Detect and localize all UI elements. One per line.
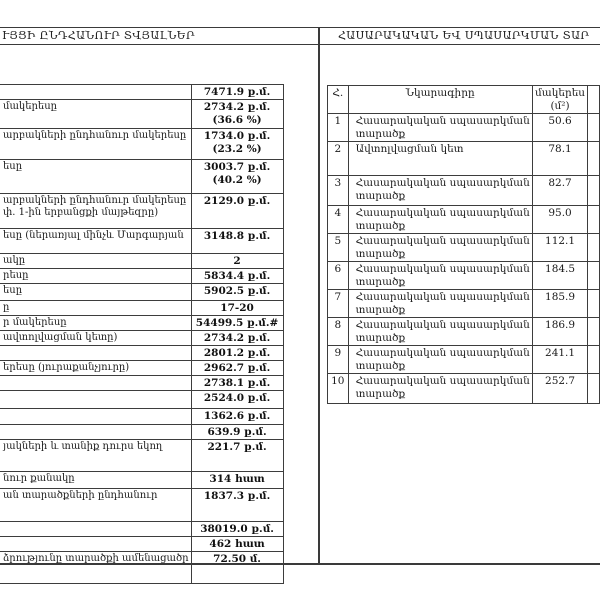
row-extra bbox=[588, 262, 600, 290]
cell-line: (36.6 %) bbox=[212, 114, 262, 126]
row-extra bbox=[588, 234, 600, 262]
row-label bbox=[0, 346, 191, 361]
cell-line: 186.9 bbox=[545, 319, 576, 331]
cell-line: 1837.3 ք.մ. bbox=[203, 490, 271, 502]
row-description bbox=[348, 346, 532, 374]
cell-line: 5 bbox=[334, 235, 342, 247]
row-label bbox=[0, 376, 191, 391]
left-table-row bbox=[0, 301, 283, 316]
row-number bbox=[328, 374, 349, 404]
cell-line: (մ²) bbox=[550, 100, 570, 112]
cell-line: արբակների ընդհանուր մակերեսը bbox=[3, 130, 187, 141]
left-table-row bbox=[0, 489, 283, 522]
row-area bbox=[532, 374, 588, 404]
row-label bbox=[0, 160, 191, 194]
right-table-row bbox=[328, 346, 600, 374]
cell-line: 8 bbox=[334, 319, 342, 331]
row-value bbox=[191, 440, 283, 472]
cell-line: 221.7 ք.մ. bbox=[207, 441, 267, 453]
left-table bbox=[0, 84, 284, 584]
left-panel-title: ՒՅՑԻ ԸՆԴՀԱՆՈՒՐ ՏՎՅԱԼՆԵՐ bbox=[2, 29, 195, 42]
cell-line: Հասարակական սպասարկման bbox=[355, 291, 530, 303]
cell-line: Հասարակական սպասարկման bbox=[355, 375, 530, 387]
right-panel-title: ՀԱՍԱՐԱԿԱԿԱՆ ԵՎ ՍՊԱՍԱՐԿՄԱՆ ՏԱՐ bbox=[338, 29, 590, 42]
left-table-row bbox=[0, 391, 283, 409]
row-number bbox=[328, 318, 349, 346]
row-label bbox=[0, 409, 191, 425]
row-area bbox=[532, 176, 588, 206]
cell-line: եսը bbox=[3, 285, 23, 296]
right-table-row bbox=[328, 262, 600, 290]
cell-line: 7471.9 ք.մ. bbox=[203, 86, 271, 98]
col-header-number bbox=[328, 86, 349, 114]
row-value bbox=[191, 129, 283, 160]
row-label bbox=[0, 440, 191, 472]
row-label bbox=[0, 331, 191, 346]
cell-line: 184.5 bbox=[545, 263, 576, 275]
row-extra bbox=[588, 346, 600, 374]
left-table-row bbox=[0, 316, 283, 331]
cell-line: տարածք bbox=[355, 332, 406, 344]
row-value bbox=[191, 472, 283, 489]
row-label bbox=[0, 100, 191, 129]
row-area bbox=[532, 290, 588, 318]
cell-line: ը bbox=[3, 302, 10, 313]
cell-line: 1 bbox=[334, 115, 342, 127]
row-description bbox=[348, 206, 532, 234]
cell-line: արբակների ընդհանուր մակերեսը bbox=[3, 195, 187, 206]
left-table-row bbox=[0, 440, 283, 472]
cell-line: Հասարակական սպասարկման bbox=[355, 347, 530, 359]
cell-line: րեսը bbox=[3, 270, 29, 281]
left-table-row bbox=[0, 229, 283, 254]
row-area bbox=[532, 262, 588, 290]
cell-line: Ավտոլվացման կետ bbox=[355, 143, 464, 155]
cell-line: 112.1 bbox=[545, 235, 576, 247]
row-label bbox=[0, 194, 191, 229]
cell-line: Նկարագիրը bbox=[405, 87, 475, 99]
frame-top-line bbox=[0, 27, 600, 28]
left-table-row bbox=[0, 269, 283, 284]
row-value bbox=[191, 85, 283, 100]
cell-line: 6 bbox=[334, 263, 342, 275]
cell-line: ան տարածքների ընդհանուր bbox=[3, 490, 158, 501]
cell-line: Հասարակական սպասարկման bbox=[355, 319, 530, 331]
cell-line: նուր քանակը bbox=[3, 473, 75, 484]
row-value bbox=[191, 361, 283, 376]
cell-line: տարածք bbox=[355, 304, 406, 316]
cell-line: 3 bbox=[334, 177, 342, 189]
row-label bbox=[0, 522, 191, 537]
header-underline bbox=[0, 44, 600, 45]
row-extra bbox=[588, 206, 600, 234]
row-value bbox=[191, 425, 283, 440]
cell-line: 50.6 bbox=[548, 115, 572, 127]
left-table-row bbox=[0, 100, 283, 129]
left-table-row bbox=[0, 129, 283, 160]
cell-line: մակերեսը bbox=[3, 101, 58, 112]
cell-line: ր մակերեսը bbox=[3, 317, 67, 328]
left-table-row bbox=[0, 284, 283, 301]
right-table-row bbox=[328, 374, 600, 404]
cell-line: 95.0 bbox=[548, 207, 572, 219]
row-value bbox=[191, 331, 283, 346]
cell-line: 78.1 bbox=[548, 143, 572, 155]
cell-line: տարածք bbox=[355, 220, 406, 232]
left-table-row bbox=[0, 552, 283, 584]
row-value bbox=[191, 100, 283, 129]
row-description bbox=[348, 262, 532, 290]
row-description bbox=[348, 318, 532, 346]
right-table-head bbox=[328, 86, 600, 114]
col-header-extra bbox=[588, 86, 600, 114]
row-number bbox=[328, 114, 349, 142]
cell-line: եսը bbox=[3, 161, 23, 172]
row-value bbox=[191, 376, 283, 391]
right-table-row bbox=[328, 142, 600, 176]
left-table-row bbox=[0, 194, 283, 229]
right-table bbox=[327, 85, 600, 404]
cell-line: Հասարակական սպասարկման bbox=[355, 177, 530, 189]
cell-line: 2734.2 ք.մ. bbox=[203, 332, 271, 344]
row-label bbox=[0, 316, 191, 331]
cell-line: 4 bbox=[334, 207, 342, 219]
cell-line: ձրությունը տարածքի ամենացածր bbox=[3, 553, 189, 564]
cell-line: տարածք bbox=[355, 360, 406, 372]
left-table-row bbox=[0, 537, 283, 552]
right-table-row bbox=[328, 318, 600, 346]
row-description bbox=[348, 374, 532, 404]
row-label bbox=[0, 129, 191, 160]
cell-line: 5834.4 ք.մ. bbox=[203, 270, 271, 282]
row-extra bbox=[588, 142, 600, 176]
cell-line: Հասարակական սպասարկման bbox=[355, 207, 530, 219]
cell-line: երեսը (յուրաքանչյուրը) bbox=[3, 362, 130, 373]
cell-line: 314 հատ bbox=[209, 473, 265, 485]
row-label bbox=[0, 254, 191, 269]
cell-line: փ. 1-ին երբանցքի մայթեզրը) bbox=[3, 207, 159, 218]
row-area bbox=[532, 318, 588, 346]
cell-line: 72.50 մ. bbox=[213, 553, 261, 565]
cell-line: 10 bbox=[331, 375, 345, 387]
left-table-row bbox=[0, 160, 283, 194]
cell-line: Հ. bbox=[332, 87, 344, 99]
cell-line: 7 bbox=[334, 291, 342, 303]
row-area bbox=[532, 114, 588, 142]
row-value bbox=[191, 316, 283, 331]
cell-line: տարածք bbox=[355, 248, 406, 260]
row-label bbox=[0, 361, 191, 376]
row-value bbox=[191, 346, 283, 361]
row-label bbox=[0, 229, 191, 254]
row-extra bbox=[588, 374, 600, 404]
row-number bbox=[328, 176, 349, 206]
row-label bbox=[0, 472, 191, 489]
left-table-row bbox=[0, 361, 283, 376]
right-table-row bbox=[328, 114, 600, 142]
row-area bbox=[532, 234, 588, 262]
row-label bbox=[0, 425, 191, 440]
row-description bbox=[348, 234, 532, 262]
row-number bbox=[328, 142, 349, 176]
row-value bbox=[191, 194, 283, 229]
cell-line: 3148.8 ք.մ. bbox=[203, 230, 271, 242]
cell-line: 3003.7 ք.մ. bbox=[203, 161, 271, 173]
row-label bbox=[0, 85, 191, 100]
cell-line: 462 հատ bbox=[209, 538, 265, 550]
row-description bbox=[348, 290, 532, 318]
left-table-row bbox=[0, 331, 283, 346]
cell-line: (40.2 %) bbox=[212, 174, 262, 186]
row-value bbox=[191, 160, 283, 194]
cell-line: 2 bbox=[233, 255, 241, 267]
row-value bbox=[191, 284, 283, 301]
cell-line: տարածք bbox=[355, 388, 406, 400]
row-value bbox=[191, 301, 283, 316]
cell-line: ակը bbox=[3, 255, 26, 266]
cell-line: 2962.7 ք.մ. bbox=[203, 362, 271, 374]
left-table-row bbox=[0, 522, 283, 537]
row-extra bbox=[588, 318, 600, 346]
cell-line: 2738.1 ք.մ. bbox=[203, 377, 271, 389]
row-value bbox=[191, 537, 283, 552]
row-label bbox=[0, 391, 191, 409]
cell-line: (23.2 %) bbox=[212, 143, 262, 155]
cell-line: ավտոլվացման կետը) bbox=[3, 332, 118, 343]
row-value bbox=[191, 391, 283, 409]
cell-line: 2129.0 ք.մ. bbox=[203, 195, 271, 207]
right-table-header-row bbox=[328, 86, 600, 114]
row-extra bbox=[588, 114, 600, 142]
right-table-row bbox=[328, 176, 600, 206]
cell-line: տարածք bbox=[355, 276, 406, 288]
cell-line: յակների և տանիք դուրս եկող bbox=[3, 441, 163, 452]
cell-line: 2801.2 ք.մ. bbox=[203, 347, 271, 359]
panel-divider-line bbox=[318, 27, 320, 564]
row-area bbox=[532, 346, 588, 374]
cell-line: 639.9 ք.մ. bbox=[207, 426, 267, 438]
left-table-row bbox=[0, 254, 283, 269]
cell-line: տարածք bbox=[355, 128, 406, 140]
right-table-body bbox=[328, 114, 600, 404]
cell-line: 1362.6 ք.մ. bbox=[203, 410, 271, 422]
row-extra bbox=[588, 176, 600, 206]
cell-line: Հասարակական սպասարկման bbox=[355, 115, 530, 127]
row-label bbox=[0, 489, 191, 522]
left-table-row bbox=[0, 346, 283, 361]
row-extra bbox=[588, 290, 600, 318]
row-number bbox=[328, 346, 349, 374]
row-description bbox=[348, 142, 532, 176]
row-number bbox=[328, 262, 349, 290]
cell-line: 54499.5 ք.մ.# bbox=[195, 317, 279, 329]
cell-line: 9 bbox=[334, 347, 342, 359]
cell-line: Հասարակական սպասարկման bbox=[355, 235, 530, 247]
row-label bbox=[0, 301, 191, 316]
row-description bbox=[348, 114, 532, 142]
left-table-row bbox=[0, 85, 283, 100]
right-table-row bbox=[328, 234, 600, 262]
left-table-row bbox=[0, 472, 283, 489]
cell-line: 185.9 bbox=[545, 291, 576, 303]
cell-line: 2734.2 ք.մ. bbox=[203, 101, 271, 113]
row-value bbox=[191, 254, 283, 269]
row-value bbox=[191, 552, 283, 584]
cell-line: 2 bbox=[334, 143, 342, 155]
cell-line: 82.7 bbox=[548, 177, 572, 189]
left-table-row bbox=[0, 425, 283, 440]
cell-line: 38019.0 ք.մ. bbox=[200, 523, 274, 535]
row-number bbox=[328, 206, 349, 234]
row-value bbox=[191, 269, 283, 284]
row-value bbox=[191, 522, 283, 537]
row-area bbox=[532, 206, 588, 234]
right-table-row bbox=[328, 290, 600, 318]
row-number bbox=[328, 234, 349, 262]
row-value bbox=[191, 229, 283, 254]
row-area bbox=[532, 142, 588, 176]
cell-line: մակերես bbox=[535, 87, 586, 99]
row-value bbox=[191, 409, 283, 425]
col-header-area bbox=[532, 86, 588, 114]
cell-line: 1734.0 ք.մ. bbox=[203, 130, 271, 142]
cell-line: 252.7 bbox=[545, 375, 576, 387]
cell-line: 5902.5 ք.մ. bbox=[203, 285, 271, 297]
left-table-body bbox=[0, 85, 283, 584]
right-table-row bbox=[328, 206, 600, 234]
cell-line: 17-20 bbox=[220, 302, 254, 314]
row-label bbox=[0, 537, 191, 552]
row-description bbox=[348, 176, 532, 206]
row-label bbox=[0, 552, 191, 584]
col-header-description bbox=[348, 86, 532, 114]
left-table-row bbox=[0, 376, 283, 391]
cell-line: 241.1 bbox=[545, 347, 576, 359]
row-number bbox=[328, 290, 349, 318]
cell-line: եսը (ներառյալ մինչև Մարգարյան bbox=[3, 230, 184, 241]
cell-line: Հասարակական սպասարկման bbox=[355, 263, 530, 275]
left-table-row bbox=[0, 409, 283, 425]
cell-line: տարածք bbox=[355, 190, 406, 202]
row-label bbox=[0, 269, 191, 284]
cell-line: 2524.0 ք.մ. bbox=[203, 392, 271, 404]
row-value bbox=[191, 489, 283, 522]
row-label bbox=[0, 284, 191, 301]
